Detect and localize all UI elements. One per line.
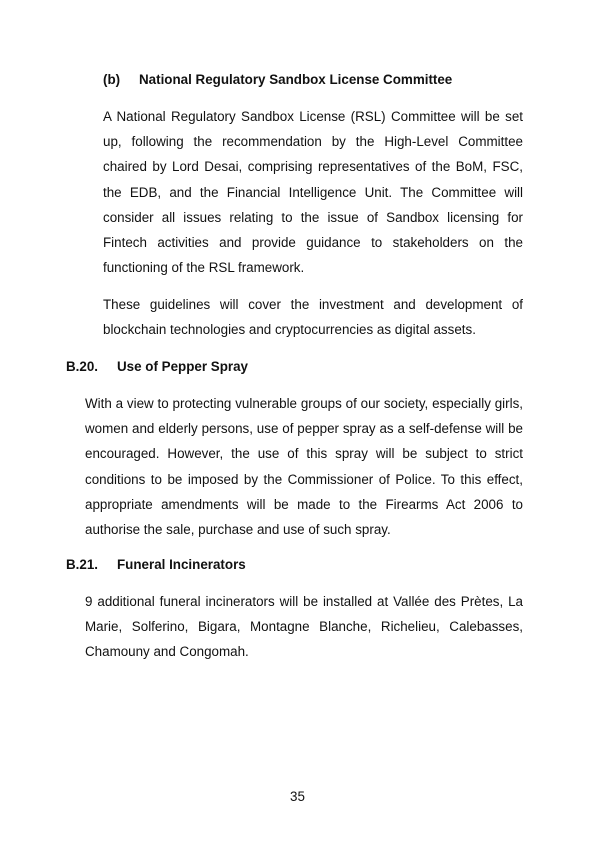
section-b-title: National Regulatory Sandbox License Committee (139, 72, 453, 87)
section-b21-heading (66, 557, 246, 572)
section-b-heading (103, 72, 452, 87)
section-b21-number: B.21. (66, 557, 99, 572)
page-number: 35 (290, 789, 305, 804)
section-b21-paragraph: 9 additional funeral incinerators will be installed at Vallée des Prètes, La Marie, Solferino, Bigara, Montagne Blanche, Richelieu, Calebasses, Chamouny and Congomah. (85, 594, 523, 660)
section-b-number: (b) (103, 72, 121, 87)
section-b20-heading (66, 359, 248, 374)
section-b-paragraph-2: These guidelines will cover the investment and development of blockchain technologies and cryptocurrencies as digital assets. (103, 297, 523, 338)
section-b20-number: B.20. (66, 359, 99, 374)
section-b-paragraph-1: A National Regulatory Sandbox License (RSL) Committee will be set up, following the recommendation by the High-Level Committee chaired by Lord Desai, comprising representatives of the BoM, FSC, the EDB, and the Financial Intelligence Unit. The Committee will consider all issues relating to the issue of Sandbox licensing for Fintech activities and provide guidance to stakeholders on the functioning of the RSL framework. (103, 109, 523, 276)
section-b21-title: Funeral Incinerators (117, 557, 246, 572)
section-b20-title: Use of Pepper Spray (117, 359, 248, 374)
section-b20-paragraph: With a view to protecting vulnerable groups of our society, especially girls, women and elderly persons, use of pepper spray as a self-defense will be encouraged. However, the use of this spray will be subject to strict conditions to be imposed by the Commissioner of Police. To this effect, appropriate amendments will be made to the Firearms Act 2006 to authorise the sale, purchase and use of such spray. (85, 396, 523, 538)
